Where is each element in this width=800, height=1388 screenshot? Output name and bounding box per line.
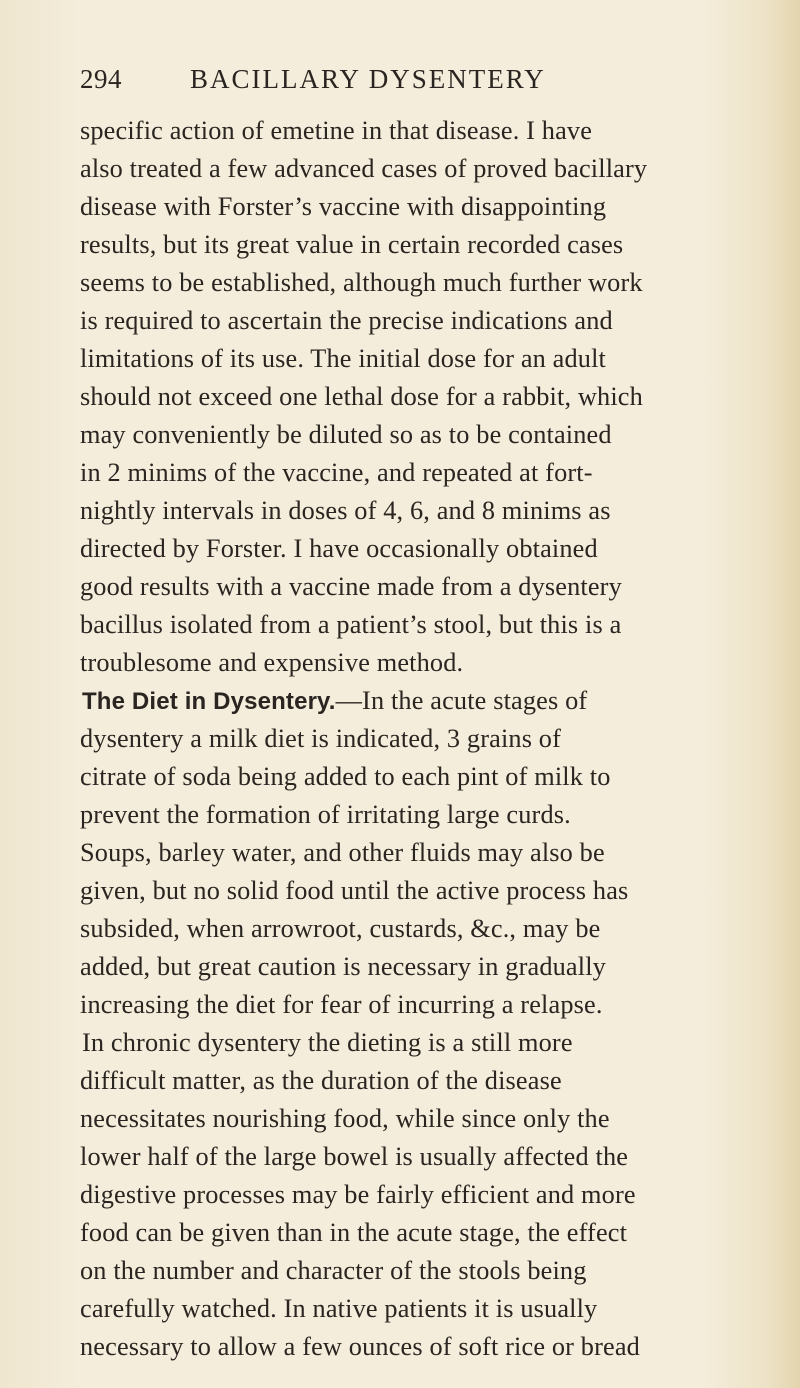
text-line: prevent the formation of irritating large curds. <box>80 800 571 829</box>
text-line: nightly intervals in doses of 4, 6, and 8 minims as <box>80 496 611 525</box>
paragraph-emetine-vaccine <box>80 112 796 682</box>
text-line: subsided, when arrowroot, custards, &c., may be <box>80 914 601 943</box>
text-line <box>80 682 796 720</box>
text-line: increasing the diet for fear of incurring a relapse. <box>80 990 603 1019</box>
text-line: disease with Forster’s vaccine with disappointing <box>80 192 607 221</box>
text-line: given, but no solid food until the active process has <box>80 876 629 905</box>
text-line: food can be given than in the acute stage, the effect <box>80 1218 628 1247</box>
text-line: good results with a vaccine made from a dysentery <box>80 572 622 601</box>
text-line: is required to ascertain the precise indications and <box>80 306 613 335</box>
text-line: also treated a few advanced cases of proved bacillary <box>80 154 648 183</box>
paragraph-diet-in-dysentery <box>80 682 796 1024</box>
paragraph-chronic-dysentery <box>80 1024 796 1366</box>
text-line: lower half of the large bowel is usually affected the <box>80 1142 629 1171</box>
page-header <box>80 64 720 108</box>
body-text <box>80 112 796 1366</box>
text-line: limitations of its use. The initial dose for an adult <box>80 344 607 373</box>
text-line: carefully watched. In native patients it is usually <box>80 1294 598 1323</box>
text-line: directed by Forster. I have occasionally obtained <box>80 534 598 563</box>
text-line: dysentery a milk diet is indicated, 3 grains of <box>80 724 562 753</box>
section-heading: The Diet in Dysentery. <box>82 688 336 715</box>
text-line: specific action of emetine in that disease. I have <box>80 116 593 145</box>
heading-line-text: —In the acute stages of <box>335 686 588 715</box>
running-head: BACILLARY DYSENTERY <box>190 64 546 94</box>
text-line: should not exceed one lethal dose for a rabbit, which <box>80 382 643 411</box>
text-line: results, but its great value in certain recorded cases <box>80 230 624 259</box>
text-line: citrate of soda being added to each pint of milk to <box>80 762 611 791</box>
text-line: necessitates nourishing food, while since only the <box>80 1104 610 1133</box>
text-line: In chronic dysentery the dieting is a still more <box>82 1028 573 1057</box>
text-line: on the number and character of the stools being <box>80 1256 587 1285</box>
text-line: bacillus isolated from a patient’s stool, but this is a <box>80 610 622 639</box>
text-line: added, but great caution is necessary in gradually <box>80 952 606 981</box>
text-line: may conveniently be diluted so as to be contained <box>80 420 612 449</box>
text-line: Soups, barley water, and other fluids may also be <box>80 838 605 867</box>
text-line: difficult matter, as the duration of the disease <box>80 1066 562 1095</box>
text-line: necessary to allow a few ounces of soft rice or bread <box>80 1332 640 1361</box>
text-line: troublesome and expensive method. <box>80 648 464 677</box>
page-number: 294 <box>80 64 122 94</box>
text-line: in 2 minims of the vaccine, and repeated at fort- <box>80 458 593 487</box>
text-line: digestive processes may be fairly efficient and more <box>80 1180 636 1209</box>
text-line: seems to be established, although much further work <box>80 268 643 297</box>
